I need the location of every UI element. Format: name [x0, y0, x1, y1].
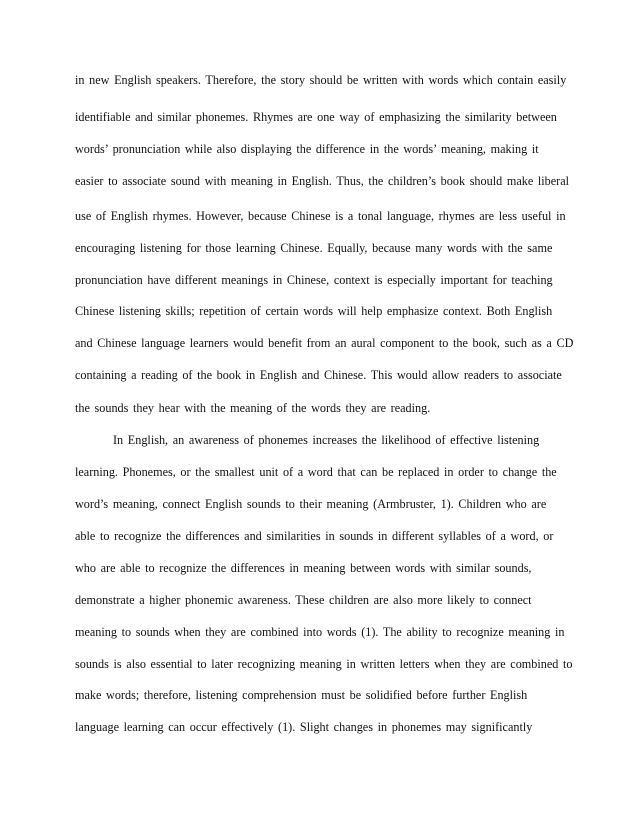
text-line: encouraging listening for those learning Chinese. Equally, because many words with the same	[75, 241, 553, 255]
text-line: in new English speakers. Therefore, the story should be written with words which contain easily	[75, 73, 567, 87]
text-line: easier to associate sound with meaning in English. Thus, the children’s book should make liberal	[75, 174, 570, 188]
text-line: and Chinese language learners would benefit from an aural component to the book, such as a CD	[75, 336, 574, 350]
text-line: Chinese listening skills; repetition of certain words will help emphasize context. Both English	[75, 304, 553, 318]
text-line: the sounds they hear with the meaning of the words they are reading.	[75, 401, 431, 415]
text-line: use of English rhymes. However, because Chinese is a tonal language, rhymes are less useful in	[75, 209, 566, 223]
text-line: who are able to recognize the differences in meaning between words with similar sounds,	[75, 561, 532, 575]
text-line: word’s meaning, connect English sounds to their meaning (Armbruster, 1). Children who are	[75, 497, 547, 511]
text-line: learning. Phonemes, or the smallest unit of a word that can be replaced in order to change the	[75, 465, 557, 479]
text-line: meaning to sounds when they are combined into words (1). The ability to recognize meaning in	[75, 625, 565, 639]
text-line: able to recognize the differences and similarities in sounds in different syllables of a word, or	[75, 529, 554, 543]
text-line: words’ pronunciation while also displaying the difference in the words’ meaning, making it	[75, 142, 539, 156]
text-line: identifiable and similar phonemes. Rhymes are one way of emphasizing the similarity between	[75, 110, 557, 124]
text-line: containing a reading of the book in English and Chinese. This would allow readers to associate	[75, 368, 562, 382]
text-line: make words; therefore, listening comprehension must be solidified before further English	[75, 688, 528, 702]
text-line: demonstrate a higher phonemic awareness. These children are also more likely to connect	[75, 593, 532, 607]
paragraph-first-line: In English, an awareness of phonemes increases the likelihood of effective listening	[113, 433, 540, 447]
text-line: language learning can occur effectively (1). Slight changes in phonemes may significantly	[75, 720, 533, 734]
text-line: pronunciation have different meanings in Chinese, context is especially important for teaching	[75, 273, 553, 287]
text-line: sounds is also essential to later recognizing meaning in written letters when they are combined to	[75, 657, 573, 671]
